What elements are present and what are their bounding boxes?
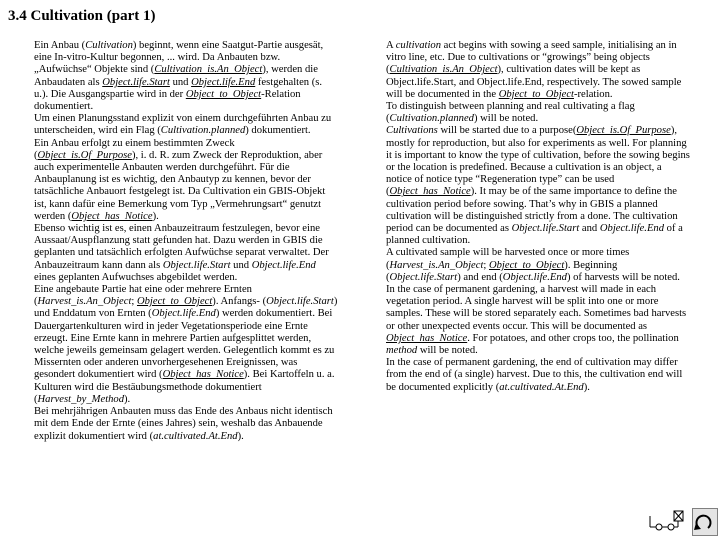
paragraph: A cultivated sample will be harvested once or more times (Harvest_is.An_Object; Object_to_Object). Beginning (Object.life.Start) and end (Object.life.End) of harvests will be noted. In the case of permanent gardening, a harvest will made in each vegetation period. A single harvest will be split into one or more samples. These will be stored separately each. Sometimes bad harvests or other unexpected events occur. This will be documented as Object_has_Notice. For potatoes, and other crops too, the pollination method will be noted. bbox=[386, 247, 687, 357]
term: at.cultivated.At.End bbox=[153, 430, 238, 442]
reference-link[interactable]: Object_has_Notice bbox=[71, 210, 153, 222]
reference-link[interactable]: Object_is.Of_Purpose bbox=[576, 125, 671, 137]
paragraph: A cultivation act begins with sowing a seed sample, initialising an in vitro line, etc. Due to cultivations or “growings” being objects (Cultivation_is.An_Object), cultivation dates will be kept as Object.life.Start, and Object.life.End, respectively. The sowed sample will be documented in the Object_to_Object-relation. bbox=[386, 40, 682, 100]
term: cultivation bbox=[395, 40, 442, 51]
reference-link[interactable]: Object.life.End bbox=[191, 76, 256, 88]
reference-link[interactable]: Object_has_Notice bbox=[386, 332, 468, 344]
paragraph: Cultivations will be started due to a purpose(Object_is.Of_Purpose), mostly for reproduction, but also for experiments as well. For planning it is important to know the type of cultivation, before the sowing begins or the location is predefined. Because a cultivation is an object, a notice of notice type “Regeneration type” can be used (Object_has_Notice). It may be of the same importance to define the cultivation period before sowing. That’s why in GBIS a planned cultivation will be distinguished strictly from a done. The cultivation period can be documented as Object.life.Start and Object.life.End of a planned cultivation. bbox=[386, 125, 690, 247]
term: Harvest_by_Method bbox=[37, 393, 125, 405]
english-text-column bbox=[386, 40, 690, 394]
term: method bbox=[386, 345, 418, 357]
paragraph: In the case of permanent gardening, the end of cultivation may differ from the end of (a single) harvest. Due to this, the cultivation end will be documented explicitly (at.cultivated.At.End). bbox=[386, 357, 683, 393]
reference-link[interactable]: Object_has_Notice bbox=[162, 369, 244, 381]
term: Cultivation.planned bbox=[160, 125, 246, 137]
term: Object.life.End bbox=[251, 259, 316, 271]
term: Object.life.Start bbox=[389, 271, 458, 283]
reference-link[interactable]: Object.life.Start bbox=[102, 76, 170, 88]
term: Cultivation bbox=[85, 40, 133, 51]
paragraph: Ein Anbau (Cultivation) beginnt, wenn eine Saatgut-Partie ausgesät, eine In-vitro-Kultur begonnen, ... wird. Da Anbauten bzw. „Aufwüchse“ Objekte sind (Cultivation_is.An_Object), werden die Anbaudaten als Object.life.Start und Object.life.End festgehalten (s. u.). Die Ausgangspartie wird in der Object_to_Object-Relation dokumentiert. bbox=[34, 40, 324, 113]
reference-link[interactable]: Object_has_Notice bbox=[389, 186, 471, 198]
term: Object.life.End bbox=[599, 223, 665, 235]
reference-link[interactable]: Cultivation_is.An_Object bbox=[154, 64, 263, 76]
term: at.cultivated.At.End bbox=[499, 381, 584, 393]
term: Object.life.Start bbox=[511, 223, 580, 235]
term: Object.life.End bbox=[502, 271, 567, 283]
paragraph: Bei mehrjährigen Anbauten muss das Ende des Anbaus nicht identisch mit dem Ende der Ernte (eines Jahres) sein, weshalb das Anbauende explizit dokumentiert wird (at.cultivated.At.End). bbox=[34, 406, 333, 442]
term: Cultivation.planned bbox=[389, 113, 474, 125]
reference-link[interactable]: Object_to_Object bbox=[136, 296, 213, 308]
term: Harvest_is.An_Object bbox=[37, 296, 132, 308]
term: Harvest_is.An_Object bbox=[389, 259, 484, 271]
reference-link[interactable]: Object_to_Object bbox=[185, 88, 262, 100]
paragraph: Eine angebaute Partie hat eine oder mehrere Ernten (Harvest_is.An_Object; Object_to_Object). Anfangs- (Object.life.Start) und Enddatum von Ernten (Object.life.End) werden dokumentiert. Bei Dauergartenkulturen wird in jeder Vegetationsperiode eine Ernte erzeugt. Eine Ernte kann in mehrere Partien aufgesplittet werden, welche jeweils gemeinsam gelagert werden. Gelegentlich kommt es zu Missernten oder anderen unvorhergesehenen Ereignissen, was gesondert dokumentiert wird (Object_has_Notice). Bei Kartoffeln u. a. Kulturen wird die Bestäubungsmethode dokumentiert (Harvest_by_Method). bbox=[34, 284, 338, 405]
paragraph: To distinguish between planning and real cultivating a flag (Cultivation.planned) will be noted. bbox=[386, 101, 635, 125]
reference-link[interactable]: Cultivation_is.An_Object bbox=[389, 64, 498, 76]
german-text-column bbox=[34, 40, 338, 443]
paragraph: Ein Anbau erfolgt zu einem bestimmten Zweck (Object_is.Of_Purpose), i. d. R. zum Zweck der Reproduktion, aber auch experimentelle Anbauten werden durchgeführt. Für die Anbauplanung ist es wichtig, den Anbautyp zu kennen, bevor der tatsächliche Anbauort festgelegt ist. Da Cultivation ein GBIS-Objekt ist, kann dafür eine Bemerkung vom Typ „Vermehrungsart“ genutzt werden (Object_has_Notice). bbox=[34, 137, 326, 222]
page-title: 3.4 Cultivation (part 1) bbox=[8, 8, 156, 24]
paragraph: Um einen Planungsstand explizit von einem durchgeführten Anbau zu unterscheiden, wird ein Flag (Cultivation.planned) dokumentiert. bbox=[34, 113, 332, 137]
reference-link[interactable]: Object_to_Object bbox=[488, 259, 565, 271]
term: Cultivations bbox=[386, 125, 438, 137]
object-diagram-icon[interactable] bbox=[644, 508, 688, 534]
term: Object.life.Start bbox=[162, 259, 231, 271]
term: Object.life.Start bbox=[266, 296, 334, 308]
reference-link[interactable]: Object_to_Object bbox=[498, 88, 574, 100]
term: Object.life.End bbox=[151, 308, 216, 320]
reference-link[interactable]: Object_is.Of_Purpose bbox=[37, 149, 132, 161]
back-arrow-button[interactable] bbox=[692, 508, 718, 536]
paragraph: Ebenso wichtig ist es, einen Anbauzeitraum festzulegen, bevor eine Aussaat/Auspflanzung statt gefunden hat. Dazu werden in GBIS die geplanten und tatsächlich erfolgten Aufwüchse separat verwaltet. Der Anbauzeitraum kann dann als Object.life.Start und Object.life.End eines geplanten Aufwuchses abgebildet werden. bbox=[34, 223, 329, 283]
back-arrow-icon bbox=[693, 509, 717, 535]
